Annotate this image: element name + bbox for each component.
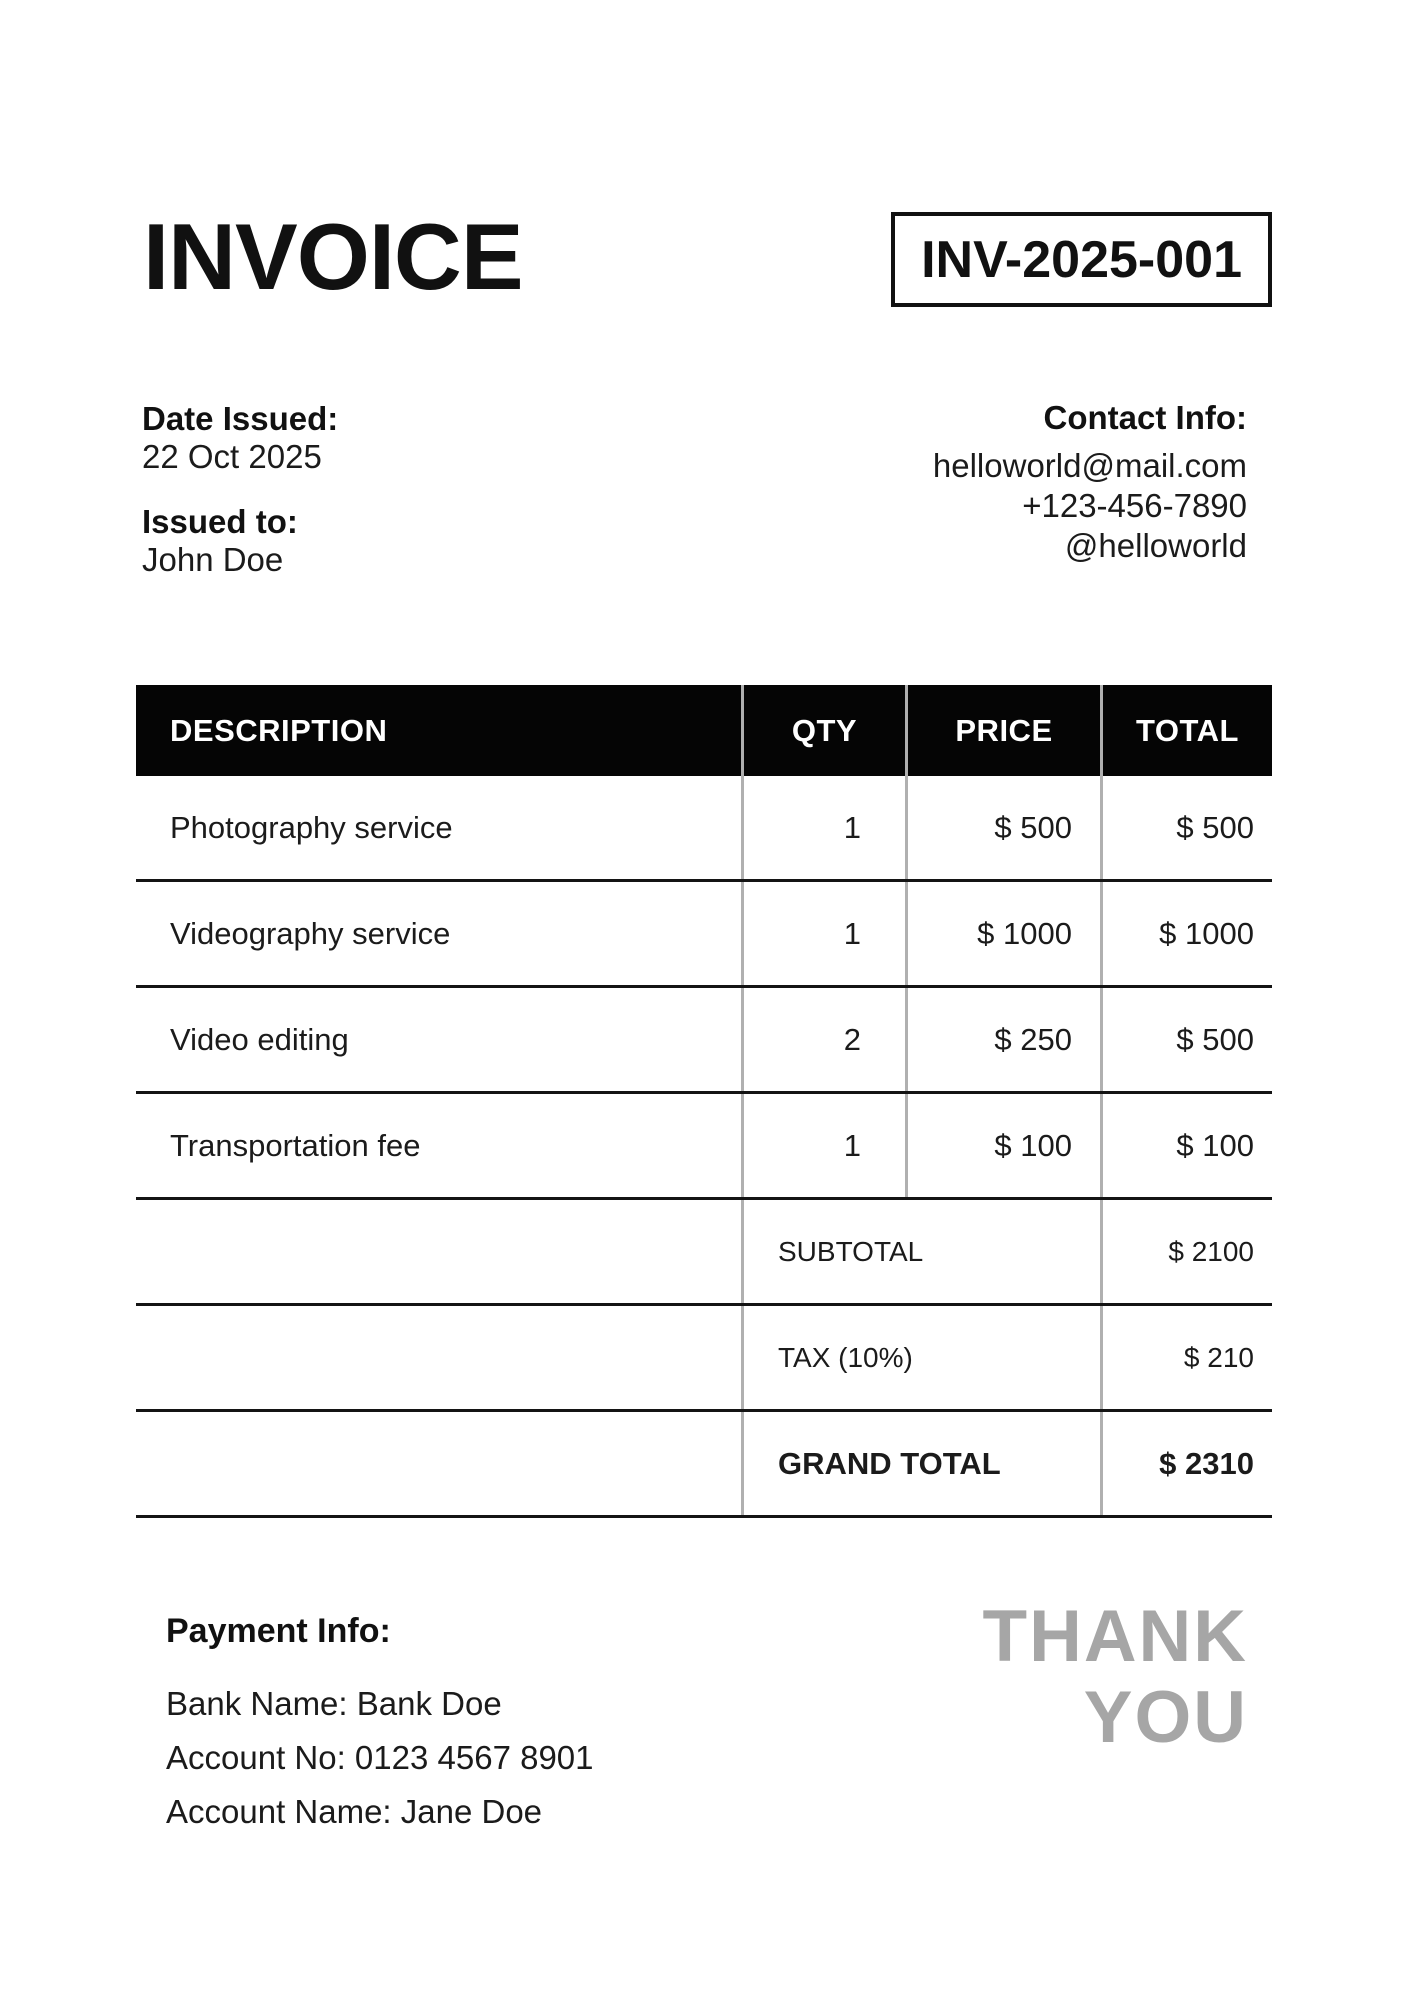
issued-to-label: Issued to: (142, 503, 298, 540)
summary-spacer (136, 1200, 741, 1303)
tax-label: TAX (10%) (741, 1306, 1100, 1409)
contact-email: helloworld@mail.com (932, 447, 1247, 484)
header-description: DESCRIPTION (170, 712, 388, 748)
table-row (136, 776, 1272, 882)
item-total: $ 100 (1100, 1094, 1272, 1197)
item-price: $ 1000 (905, 882, 1100, 985)
invoice-table (136, 685, 1272, 1518)
payment-info-heading: Payment Info: (166, 1612, 391, 1650)
subtotal-label: SUBTOTAL (741, 1200, 1100, 1303)
item-description: Videography service (170, 915, 451, 951)
grand-total-label: GRAND TOTAL (741, 1412, 1100, 1515)
payment-info-block (166, 1612, 594, 1839)
invoice-number-box (891, 212, 1272, 307)
date-issued-value: 22 Oct 2025 (142, 438, 322, 475)
tax-value: $ 210 (1100, 1306, 1272, 1409)
summary-spacer (136, 1306, 741, 1409)
table-row (136, 882, 1272, 988)
payment-account-name: Account Name: Jane Doe (166, 1793, 543, 1830)
table-header-row (136, 685, 1272, 776)
contact-info-label: Contact Info: (1043, 399, 1247, 436)
payment-account-no: Account No: 0123 4567 8901 (166, 1739, 594, 1776)
item-qty: 2 (741, 988, 905, 1091)
table-row (136, 988, 1272, 1094)
issued-to-value: John Doe (142, 541, 284, 578)
item-description: Video editing (170, 1021, 349, 1057)
subtotal-row (136, 1200, 1272, 1306)
thank-you-line1: THANK (982, 1596, 1248, 1677)
issued-to-group (142, 503, 338, 579)
date-issued-label: Date Issued: (142, 400, 339, 437)
invoice-number: INV-2025-001 (921, 230, 1242, 289)
header-total: TOTAL (1100, 685, 1272, 776)
payment-bank-name: Bank Name: Bank Doe (166, 1685, 502, 1722)
contact-phone: +123-456-7890 (1022, 487, 1247, 524)
contact-social: @helloworld (1064, 527, 1247, 564)
item-qty: 1 (741, 776, 905, 879)
date-issued-group (142, 400, 338, 476)
header-price: PRICE (905, 685, 1100, 776)
issuer-info-block (142, 400, 338, 606)
item-description: Photography service (170, 809, 453, 845)
grand-total-value: $ 2310 (1100, 1412, 1272, 1515)
item-total: $ 500 (1100, 776, 1272, 879)
item-price: $ 100 (905, 1094, 1100, 1197)
tax-row (136, 1306, 1272, 1412)
item-description: Transportation fee (170, 1127, 421, 1163)
summary-spacer (136, 1412, 741, 1515)
item-price: $ 500 (905, 776, 1100, 879)
subtotal-value: $ 2100 (1100, 1200, 1272, 1303)
contact-info-block (933, 398, 1247, 566)
thank-you-line2: YOU (1083, 1677, 1248, 1758)
item-price: $ 250 (905, 988, 1100, 1091)
item-qty: 1 (741, 882, 905, 985)
invoice-title: INVOICE (143, 204, 523, 309)
item-total: $ 500 (1100, 988, 1272, 1091)
table-row (136, 1094, 1272, 1200)
grand-total-row (136, 1412, 1272, 1518)
thank-you-text (983, 1596, 1248, 1758)
header-qty: QTY (741, 685, 905, 776)
item-total: $ 1000 (1100, 882, 1272, 985)
item-qty: 1 (741, 1094, 905, 1197)
